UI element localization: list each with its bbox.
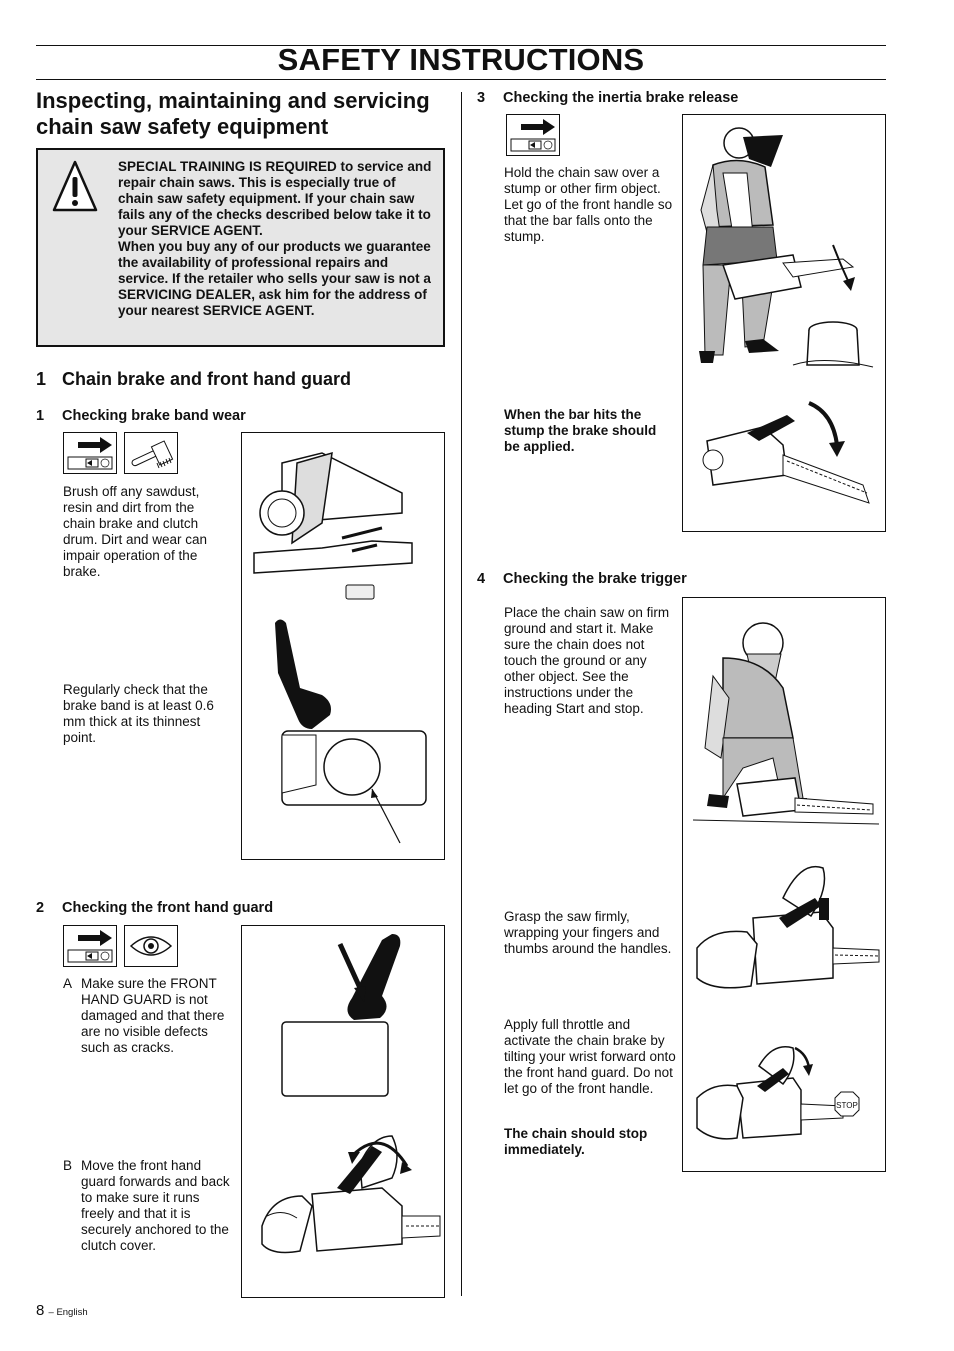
sub4-title: Checking the brake trigger	[503, 571, 687, 587]
sub4-text1: Place the chain saw on firm ground and start it. Make sure the chain does not touch the ground or any other object. See the instructions under the heading Start and stop.	[504, 605, 670, 716]
sub2-b-text: Move the front hand guard forwards and back to make sure it runs freely and that it is securely anchored to the clutch cover.	[81, 1158, 230, 1253]
sub3-heading	[477, 90, 738, 106]
footer-language: – English	[48, 1307, 88, 1318]
control-stop-icon	[63, 925, 117, 967]
section1-title: Chain brake and front hand guard	[62, 369, 352, 389]
sub2-a-text: Make sure the FRONT HAND GUARD is not damaged and that there are no visible defects such as cracks.	[81, 976, 225, 1055]
section1-heading	[36, 369, 351, 390]
sub1-text2: Regularly check that the brake band is at least 0.6 mm thick at its thinnest point.	[63, 682, 214, 745]
sub1-number: 1	[36, 408, 45, 424]
eye-inspect-icon	[124, 925, 178, 967]
brake-trigger-illustration	[682, 597, 886, 1172]
sub3-title: Checking the inertia brake release	[503, 90, 739, 106]
sub4-text3: Apply full throttle and activate the chain brake by tilting your wrist forward onto the front hand guard. Do not let go of the front handle.	[504, 1017, 676, 1096]
sub1-title: Checking brake band wear	[62, 408, 246, 424]
sub1-heading	[36, 408, 246, 424]
control-stop-icon	[63, 432, 117, 474]
warning-icon	[52, 160, 98, 212]
front-hand-guard-illustration	[241, 925, 445, 1298]
brush-icon	[124, 432, 178, 474]
sub4-text4: The chain should stop immediately.	[504, 1126, 648, 1157]
column-divider	[461, 92, 462, 1296]
sub2-title: Checking the front hand guard	[62, 900, 274, 916]
warning-box	[36, 148, 445, 347]
sub2-number: 2	[36, 900, 45, 916]
warning-text: SPECIAL TRAINING IS REQUIRED to service and repair chain saws. This is especially true of chain saw safety equipment. If your chain saw fails any of the checks described below take it to your SERVICE AGENT.	[118, 159, 432, 238]
section1-number: 1	[36, 369, 47, 389]
inertia-brake-illustration	[682, 114, 886, 532]
sub3-text1: Hold the chain saw over a stump or other firm object. Let go of the front handle so that the bar falls onto the stump.	[504, 165, 673, 244]
page-footer	[36, 1302, 88, 1319]
page-title: SAFETY INSTRUCTIONS	[277, 42, 645, 77]
stop-sign-label: STOP	[836, 1101, 858, 1110]
sub2-a-label: A	[63, 976, 73, 991]
warning-text-block	[118, 159, 433, 319]
control-stop-icon	[506, 114, 560, 156]
sub4-text2: Grasp the saw firmly, wrapping your fingers and thumbs around the handles.	[504, 909, 672, 956]
sub3-text2: When the bar hits the stump the brake should be applied.	[504, 407, 657, 454]
sub2-b-label: B	[63, 1158, 73, 1173]
sub4-number: 4	[477, 571, 486, 587]
warning-text-2: When you buy any of our products we guarantee the availability of professional repairs and service. If the retailer who sells your saw is not a SERVICING DEALER, ask him for the address of your nearest SERVICE AGENT.	[118, 239, 431, 318]
sub2-heading	[36, 900, 273, 916]
page-number: 8	[36, 1302, 45, 1319]
sub4-heading	[477, 571, 687, 587]
title-rule	[36, 79, 886, 80]
sub1-text1: Brush off any sawdust, resin and dirt from the chain brake and clutch drum. Dirt and wear can impair operation of the brake.	[63, 484, 208, 579]
sub3-number: 3	[477, 90, 486, 106]
brake-band-illustration	[241, 432, 445, 860]
main-heading: Inspecting, maintaining and servicing chain saw safety equipment	[36, 88, 430, 139]
